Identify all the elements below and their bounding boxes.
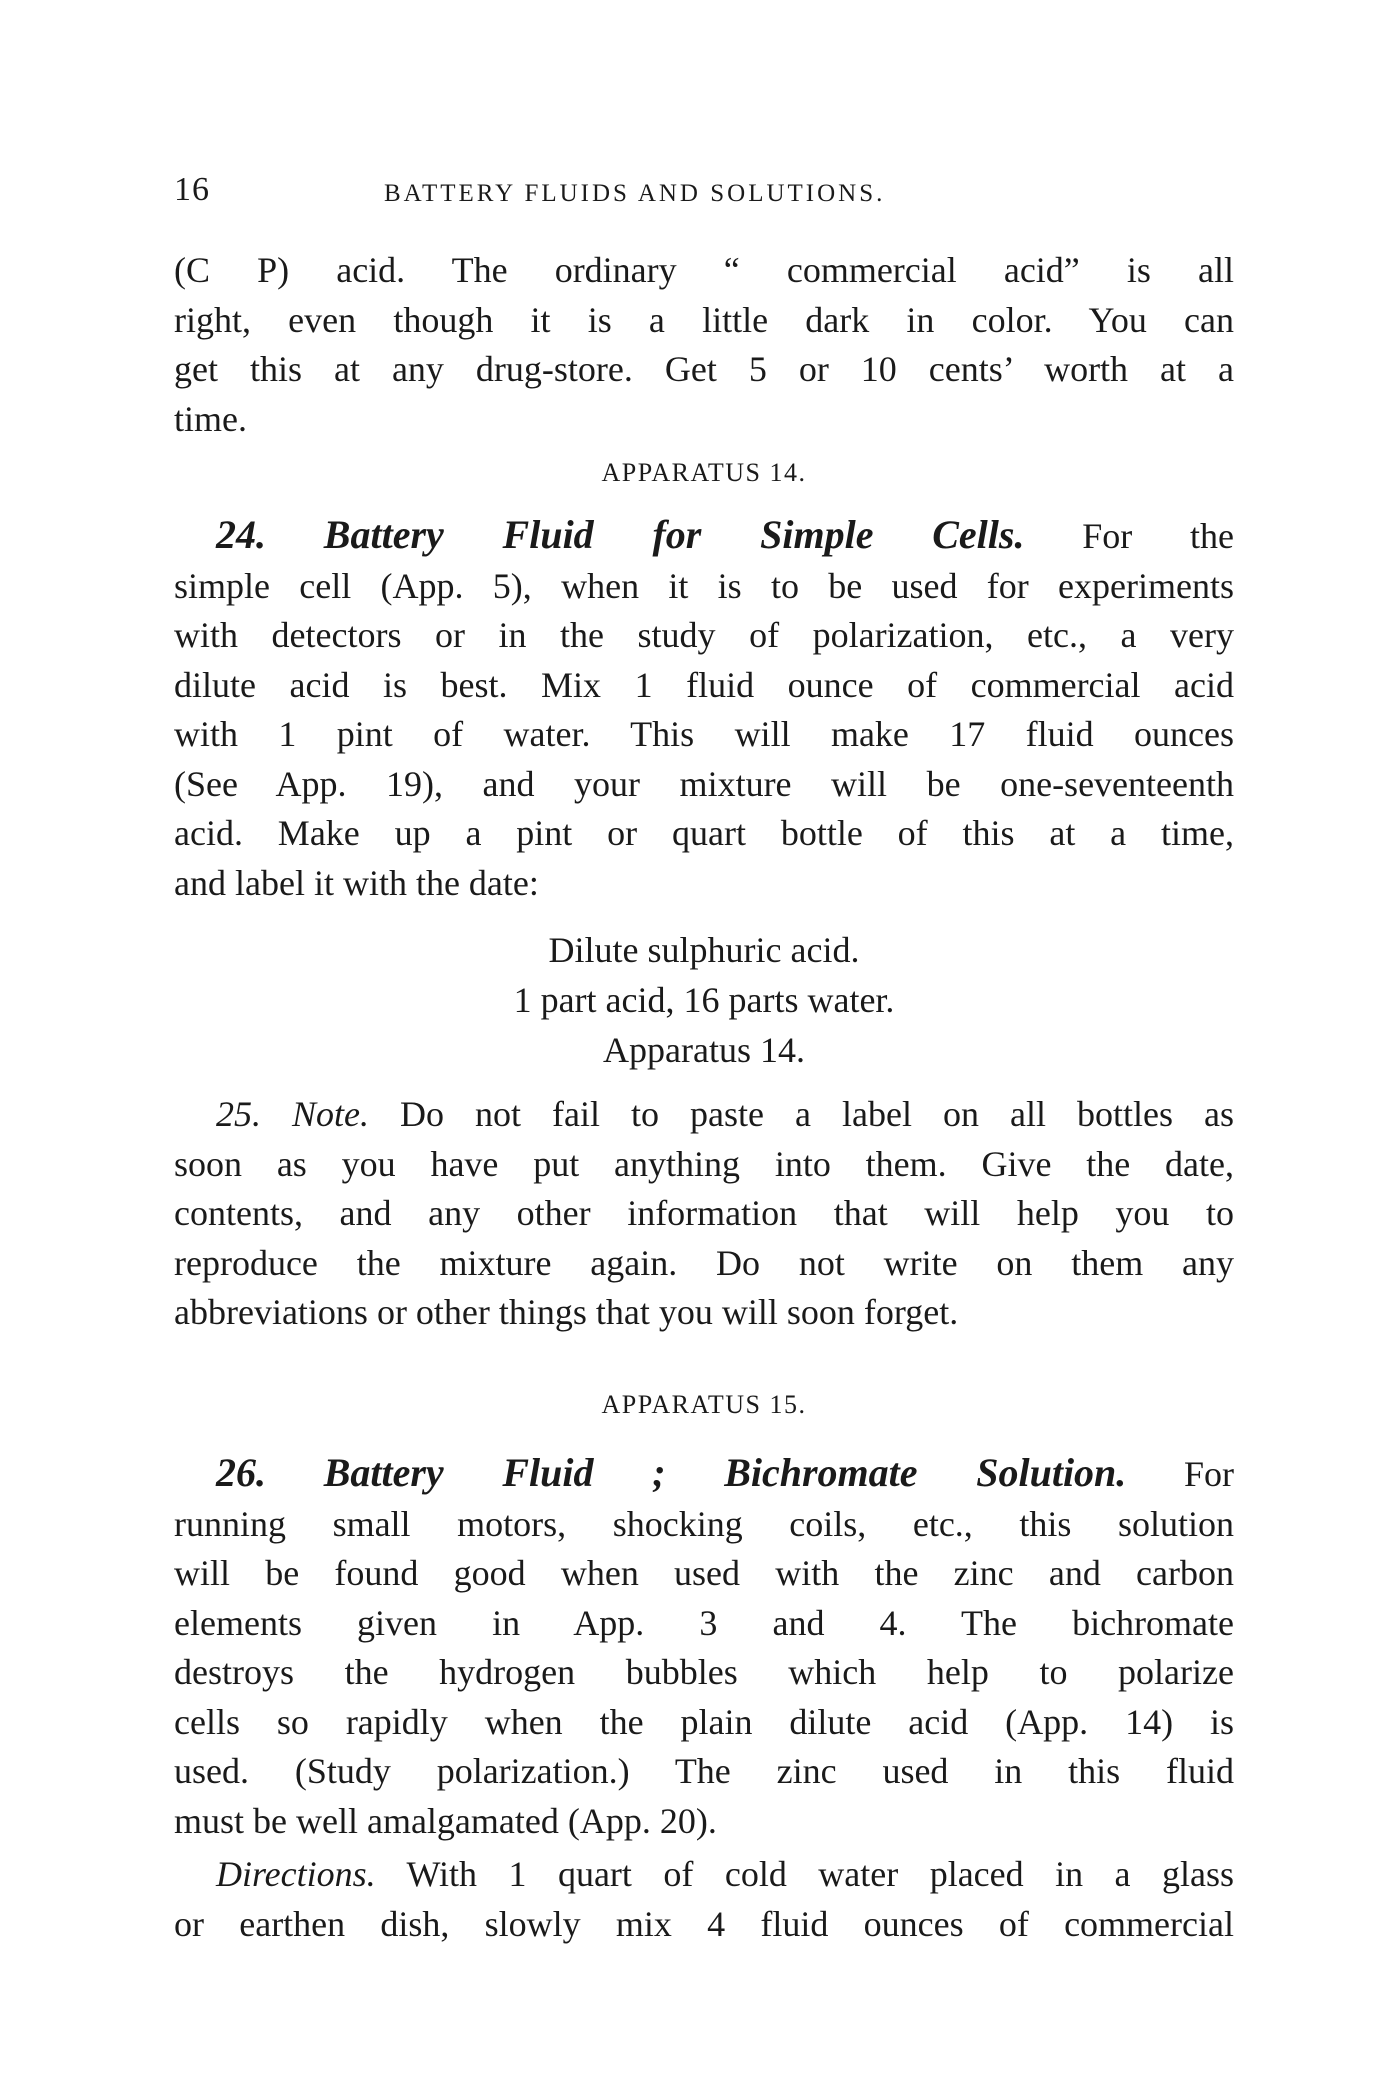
text-line: will be found good when used with the zinc and carbon [174,1553,1234,1593]
text-line: soon as you have put anything into them. Give the date, [174,1143,1234,1184]
section-26-paragraph [174,1448,1234,1846]
apparatus-15-heading: APPARATUS 15. [601,1390,807,1419]
label-line: Apparatus 14. [603,1030,805,1070]
page-number: 16 [174,171,210,208]
section-25-first-line [174,1090,1234,1140]
text-line: destroys the hydrogen bubbles which help to polarize [174,1652,1234,1692]
text-line: reproduce the mixture again. Do not write on them any [174,1242,1234,1283]
text-line: time. [174,398,247,439]
section-24-number: 24. [216,512,266,557]
text-line: used. (Study polarization.) The zinc used in this fluid [174,1751,1234,1791]
text-line: running small motors, shocking coils, etc., this solution [174,1503,1234,1544]
text-line: with detectors or in the study of polarization, etc., a very [174,615,1234,655]
section-24-title: Battery Fluid for Simple Cells. [323,512,1025,557]
section-25-paragraph [174,1090,1234,1338]
text-line: contents, and any other information that will help you to [174,1193,1234,1233]
apparatus-14-heading: APPARATUS 14. [601,458,807,487]
text-line: get this at any drug-store. Get 5 or 10 cents’ worth at a [174,349,1234,389]
text-line: (C P) acid. The ordinary “ commercial acid” is all [174,250,1234,290]
directions-paragraph [174,1850,1234,1949]
section-24-paragraph [174,510,1234,908]
section-26-number: 26. [216,1450,266,1495]
text-line: dilute acid is best. Mix 1 fluid ounce of commercial acid [174,664,1234,705]
section-25-number: 25. [216,1094,261,1134]
text-line: must be well amalgamated (App. 20). [174,1800,717,1841]
text-line: (See App. 19), and your mixture will be one-seventeenth [174,763,1234,804]
text-line: acid. Make up a pint or quart bottle of this at a time, [174,813,1234,853]
text-line: cells so rapidly when the plain dilute acid (App. 14) is [174,1701,1234,1742]
directions-title: Directions. [216,1854,376,1894]
section-25-title: Note. [292,1094,370,1134]
directions-first-line [174,1850,1234,1900]
text-line: simple cell (App. 5), when it is to be used for experiments [174,565,1234,606]
section-26-first-line-text: For [1184,1454,1235,1494]
text-line: and label it with the date: [174,862,539,903]
section-24-first-line-text: For the [1082,516,1235,556]
section-26-first-line [174,1448,1234,1500]
label-line: 1 part acid, 16 parts water. [513,980,895,1020]
section-25-first-line-text: Do not fail to paste a label on all bottles as [400,1094,1234,1134]
text-line: right, even though it is a little dark in color. You can [174,299,1234,340]
intro-paragraph [174,246,1234,444]
running-title: BATTERY FLUIDS AND SOLUTIONS. [384,180,886,207]
text-line: or earthen dish, slowly mix 4 fluid ounces of commercial [174,1903,1234,1944]
section-26-title: Battery Fluid ; Bichromate Solution. [323,1450,1127,1495]
section-24-first-line [174,510,1234,562]
text-line: with 1 pint of water. This will make 17 fluid ounces [174,714,1234,754]
text-line: abbreviations or other things that you will soon forget. [174,1292,959,1332]
bottle-label-example [174,925,1234,1075]
label-line: Dilute sulphuric acid. [548,930,860,970]
text-line: elements given in App. 3 and 4. The bichromate [174,1602,1234,1643]
directions-first-line-text: With 1 quart of cold water placed in a glass [406,1854,1235,1894]
